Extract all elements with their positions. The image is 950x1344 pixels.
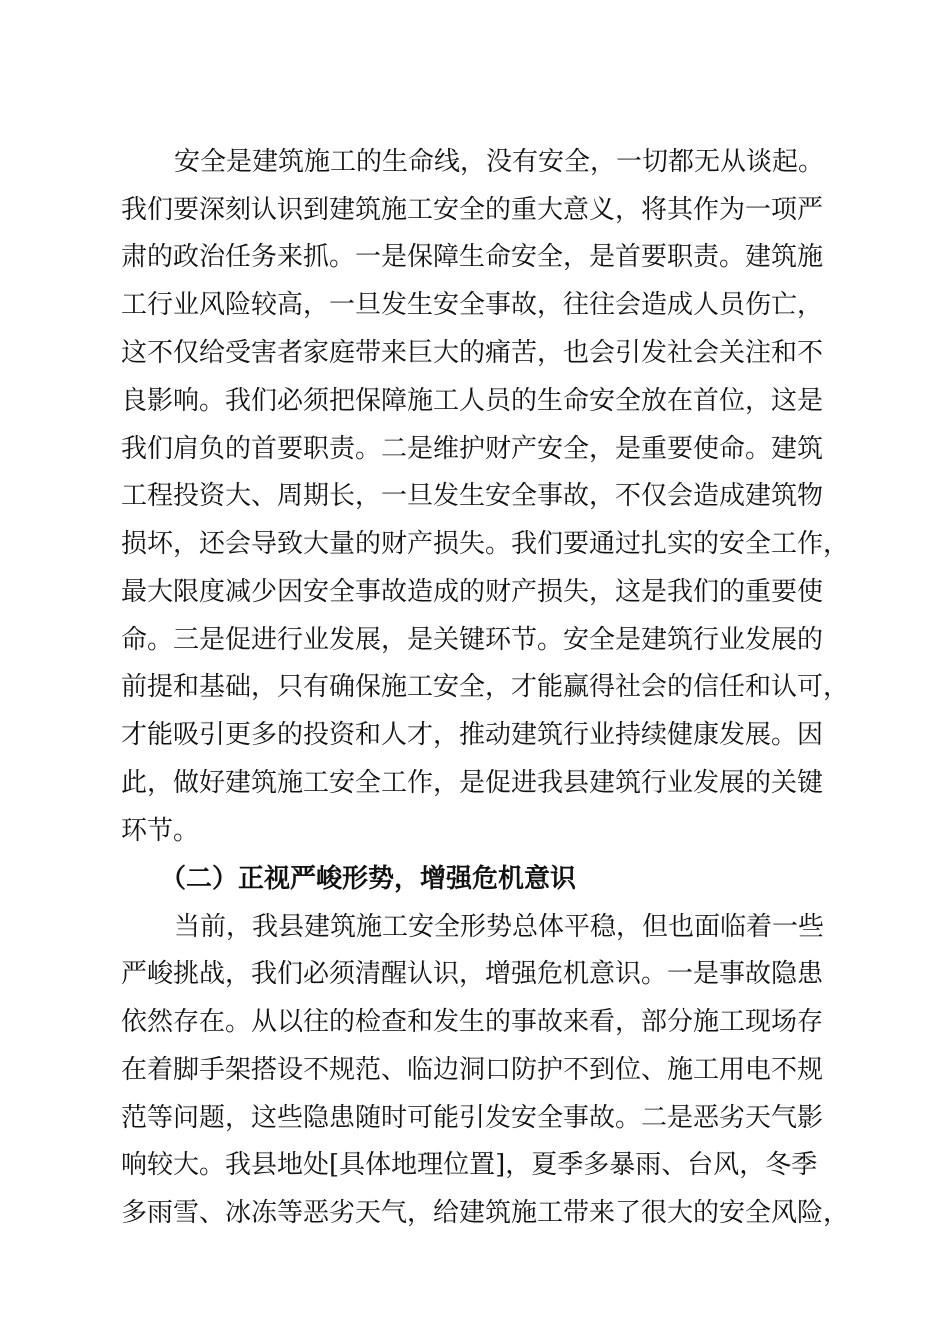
paragraph-1-line-2: 我们要深刻认识到建筑施工安全的重大意义，将其作为一项严 — [121, 195, 824, 225]
paragraph-1-line-14: 此，做好建筑施工安全工作，是促进我县建筑行业发展的关键 — [121, 768, 824, 798]
paragraph-1-line-9: 损坏，还会导致大量的财产损失。我们要通过扎实的安全工作， — [121, 529, 850, 559]
paragraph-2-line-1: 当前，我县建筑施工安全形势总体平稳，但也面临着一些 — [174, 912, 825, 942]
paragraph-1-line-12: 前提和基础，只有确保施工安全，才能赢得社会的信任和认可， — [121, 672, 850, 702]
paragraph-1-line-15: 环节。 — [121, 816, 200, 846]
paragraph-2-line-2: 严峻挑战，我们必须清醒认识，增强危机意识。一是事故隐患 — [121, 959, 824, 989]
paragraph-1-line-5: 这不仅给受害者家庭带来巨大的痛苦，也会引发社会关注和不 — [121, 338, 824, 368]
section-heading: （二）正视严峻形势，增强危机意识 — [160, 864, 577, 894]
paragraph-1-line-3: 肃的政治任务来抓。一是保障生命安全，是首要职责。建筑施 — [121, 242, 824, 272]
paragraph-1-line-11: 命。三是促进行业发展，是关键环节。安全是建筑行业发展的 — [121, 625, 824, 655]
paragraph-1-line-8: 工程投资大、周期长，一旦发生安全事故，不仅会造成建筑物 — [121, 481, 824, 511]
paragraph-1-line-4: 工行业风险较高，一旦发生安全事故，往往会造成人员伤亡， — [121, 290, 824, 320]
paragraph-1-line-10: 最大限度减少因安全事故造成的财产损失，这是我们的重要使 — [121, 577, 824, 607]
paragraph-1-line-7: 我们肩负的首要职责。二是维护财产安全，是重要使命。建筑 — [121, 434, 824, 464]
paragraph-2-line-4: 在着脚手架搭设不规范、临边洞口防护不到位、施工用电不规 — [121, 1055, 824, 1085]
paragraph-1-line-13: 才能吸引更多的投资和人才，推动建筑行业持续健康发展。因 — [121, 720, 824, 750]
paragraph-2-line-7: 多雨雪、冰冻等恶劣天气，给建筑施工带来了很大的安全风险， — [121, 1198, 850, 1228]
paragraph-2-line-6: 响较大。我县地处[具体地理位置]，夏季多暴雨、台风，冬季 — [121, 1150, 818, 1180]
paragraph-1-line-6: 良影响。我们必须把保障施工人员的生命安全放在首位，这是 — [121, 386, 824, 416]
paragraph-1-line-1: 安全是建筑施工的生命线，没有安全，一切都无从谈起。 — [174, 147, 825, 177]
paragraph-2-line-5: 范等问题，这些隐患随时可能引发安全事故。二是恶劣天气影 — [121, 1103, 824, 1133]
paragraph-2-line-3: 依然存在。从以往的检查和发生的事故来看，部分施工现场存 — [121, 1007, 824, 1037]
